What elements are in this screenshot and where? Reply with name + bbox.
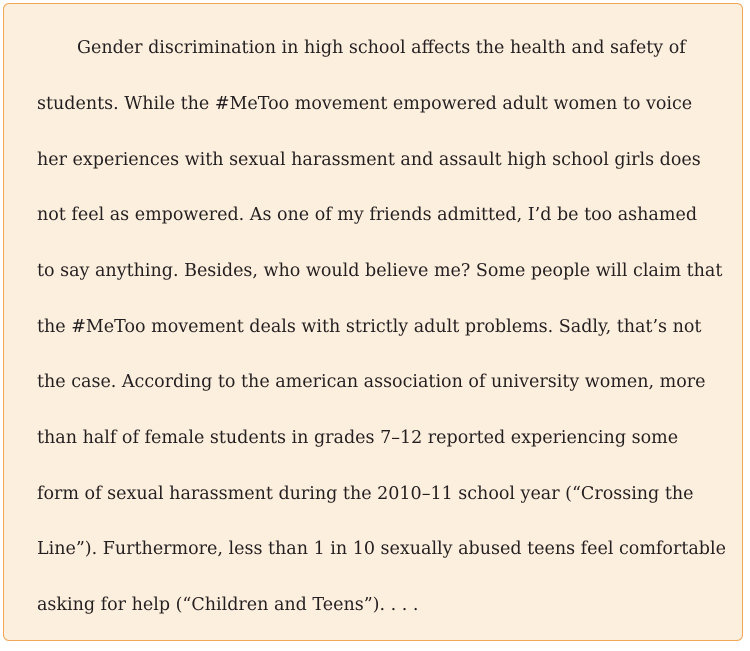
passage-line-7: the case. According to the american association of university women, more bbox=[37, 372, 706, 392]
passage-line-11: asking for help (“Children and Teens”). . . . bbox=[37, 595, 419, 615]
passage-line-5: to say anything. Besides, who would believe me? Some people will claim that bbox=[37, 261, 723, 281]
passage-line-6: the #MeToo movement deals with strictly adult problems. Sadly, that’s not bbox=[37, 317, 702, 337]
passage-line-10: Line”). Furthermore, less than 1 in 10 sexually abused teens feel comfortable bbox=[37, 539, 726, 559]
passage-line-3: her experiences with sexual harassment and assault high school girls does bbox=[37, 150, 701, 170]
passage-line-4: not feel as empowered. As one of my friends admitted, I’d be too ashamed bbox=[37, 205, 698, 225]
passage-line-8: than half of female students in grades 7–12 reported experiencing some bbox=[37, 428, 679, 448]
passage-line-2: students. While the #MeToo movement empowered adult women to voice bbox=[37, 94, 693, 114]
passage-line-1: Gender discrimination in high school affects the health and safety of bbox=[77, 38, 686, 58]
passage-line-9: form of sexual harassment during the 2010–11 school year (“Crossing the bbox=[37, 484, 694, 504]
passage-box bbox=[3, 3, 743, 641]
